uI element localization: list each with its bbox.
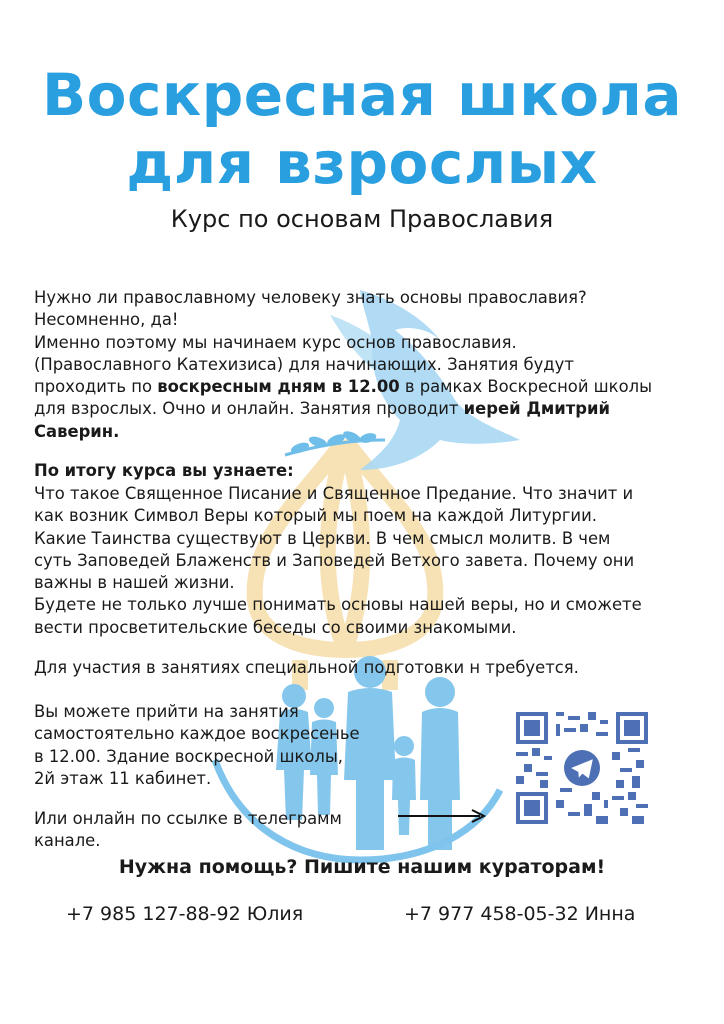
intro-line: Нужно ли православному человеку знать основы православия? xyxy=(34,288,587,307)
intro-line: Именно поэтому мы начинаем курс основ православия. xyxy=(34,332,517,352)
intro-text: проходить по xyxy=(34,377,158,397)
page-title-line1: Воскресная школа xyxy=(41,61,683,129)
results-line: важны в нашей жизни. xyxy=(34,573,235,593)
teacher-surname: Саверин. xyxy=(34,421,120,441)
results-line: как возник Символ Веры который мы поем на каждой Литургии. xyxy=(34,506,597,526)
results-heading: По итогу курса вы узнаете: xyxy=(34,461,294,480)
page-subtitle: Курс по основам Православия xyxy=(170,205,554,233)
telegram-qr-code[interactable] xyxy=(516,712,648,824)
results-line: Что такое Священное Писание и Священное Предание. Что значит и xyxy=(34,484,634,503)
online-line: Или онлайн по ссылке в телеграмм xyxy=(34,809,342,828)
intro-text: для взрослых. Очно и онлайн. Занятия проводит xyxy=(34,399,464,419)
visit-line: в 12.00. Здание воскресной школы, xyxy=(34,746,344,766)
page-title-line2: для взрослых xyxy=(126,129,598,197)
phone-yulia[interactable]: +7 985 127-88-92 Юлия xyxy=(66,903,304,925)
arrow-right-icon xyxy=(396,808,488,824)
intro-paragraph xyxy=(34,287,652,443)
visit-paragraph xyxy=(34,701,360,790)
visit-line: Вы можете прийти на занятия xyxy=(34,702,299,721)
results-line: суть Заповедей Блаженств и Заповедей Ветхого завета. Почему они xyxy=(34,550,635,570)
visit-line: 2й этаж 11 кабинет. xyxy=(34,768,212,788)
visit-line: самостоятельно каждое воскресенье xyxy=(34,724,360,744)
intro-text: в рамках Воскресной школы xyxy=(399,377,653,397)
participation-note: Для участия в занятиях специальной подготовки н требуется. xyxy=(34,658,579,677)
phone-inna[interactable]: +7 977 458-05-32 Инна xyxy=(404,903,636,925)
results-paragraph xyxy=(34,483,642,639)
results-line: Будете не только лучше понимать основы нашей веры, но и сможете xyxy=(34,595,642,615)
help-heading: Нужна помощь? Пишите нашим кураторам! xyxy=(118,856,606,878)
intro-line xyxy=(34,421,652,443)
online-line: канале. xyxy=(34,831,101,851)
intro-line xyxy=(34,398,652,420)
online-paragraph xyxy=(34,808,342,853)
results-line: вести просветительские беседы со своими знакомыми. xyxy=(34,617,517,637)
schedule-highlight: воскресным дням в 12.00 xyxy=(157,377,400,397)
results-line: Какие Таинства существуют в Церкви. В чем смысл молитв. В чем xyxy=(34,528,611,548)
intro-line: Несомненно, да! xyxy=(34,310,179,330)
teacher-name: иерей Дмитрий xyxy=(463,399,610,419)
intro-line xyxy=(34,376,652,398)
intro-line: (Православного Катехизиса) для начинающих. Занятия будут xyxy=(34,354,574,374)
